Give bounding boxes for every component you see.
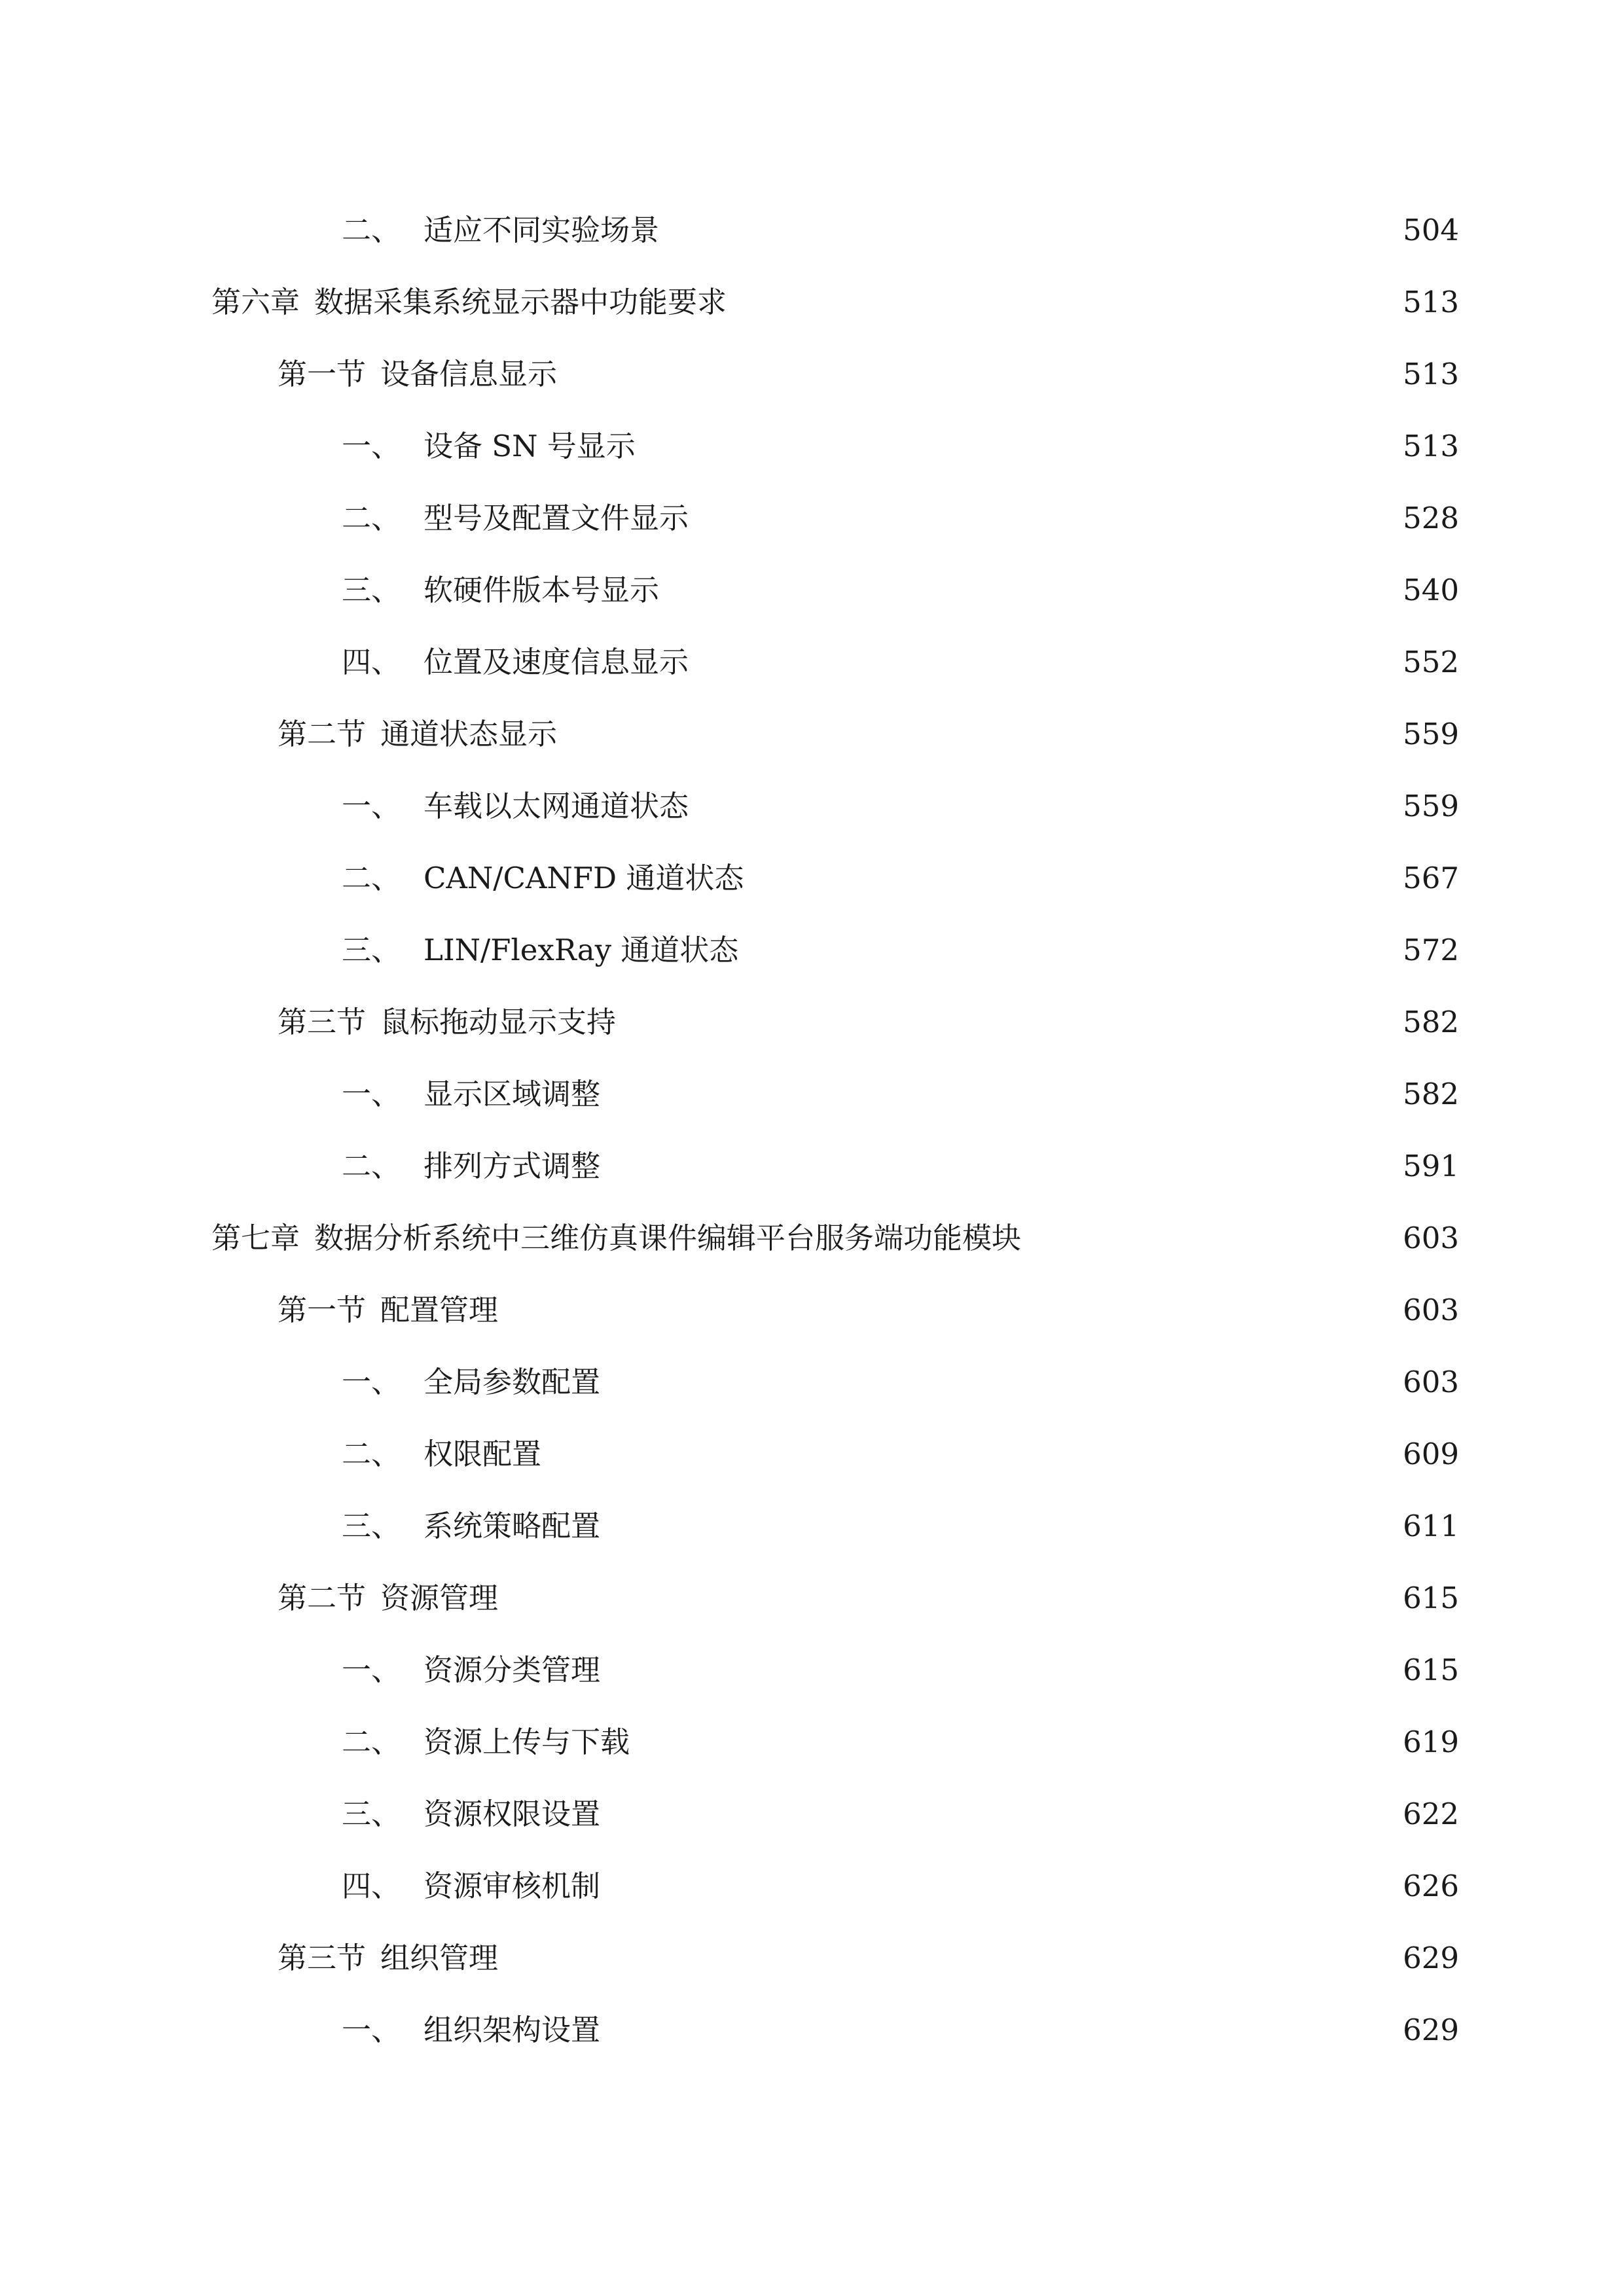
entry-page-number: 513 bbox=[1403, 285, 1459, 319]
entry-page-number: 603 bbox=[1403, 1293, 1459, 1327]
entry-page-number: 540 bbox=[1403, 573, 1459, 607]
entry-page-number: 629 bbox=[1403, 1941, 1459, 1975]
section-number: 第二节 bbox=[278, 1581, 367, 1615]
entry-title: 显示区域调整 bbox=[424, 1077, 601, 1111]
dot-leader bbox=[636, 1723, 1394, 1762]
entry-title: 资源管理 bbox=[380, 1581, 499, 1615]
toc-entry[interactable] bbox=[278, 983, 1459, 1042]
entry-number: 二、 bbox=[342, 1437, 401, 1471]
entry-number: 三、 bbox=[342, 573, 401, 607]
toc-entry[interactable] bbox=[342, 1703, 1459, 1762]
entry-number: 一、 bbox=[342, 789, 401, 823]
entry-number: 四、 bbox=[342, 645, 401, 679]
dot-leader bbox=[666, 211, 1394, 250]
entry-number: 一、 bbox=[342, 1365, 401, 1399]
entry-title: 设备信息显示 bbox=[380, 357, 558, 391]
dot-leader bbox=[564, 355, 1394, 394]
section-number: 第一节 bbox=[278, 357, 367, 391]
entry-number: 三、 bbox=[342, 1797, 401, 1831]
toc-entry[interactable] bbox=[278, 1559, 1459, 1618]
chapter-number: 第七章 bbox=[211, 1221, 300, 1255]
entry-title: 资源审核机制 bbox=[424, 1869, 601, 1903]
entry-page-number: 552 bbox=[1403, 645, 1459, 679]
entry-page-number: 622 bbox=[1403, 1797, 1459, 1831]
entry-page-number: 615 bbox=[1403, 1581, 1459, 1615]
toc-entry[interactable] bbox=[342, 1991, 1459, 2050]
section-number: 第三节 bbox=[278, 1005, 367, 1039]
toc-entry[interactable] bbox=[278, 335, 1459, 394]
entry-number: 二、 bbox=[342, 1149, 401, 1183]
toc-entry[interactable] bbox=[342, 1415, 1459, 1474]
dot-leader bbox=[607, 1867, 1394, 1906]
dot-leader bbox=[695, 787, 1394, 826]
toc-entry[interactable] bbox=[342, 911, 1459, 970]
dot-leader bbox=[564, 715, 1394, 754]
entry-title: 组织架构设置 bbox=[424, 2013, 601, 2047]
toc-entry[interactable] bbox=[342, 1055, 1459, 1114]
entry-page-number: 619 bbox=[1403, 1725, 1459, 1759]
dot-leader bbox=[607, 1507, 1394, 1546]
toc-entry[interactable] bbox=[342, 623, 1459, 682]
entry-title: 组织管理 bbox=[380, 1941, 499, 1975]
dot-leader bbox=[745, 931, 1394, 970]
entry-title: 资源分类管理 bbox=[424, 1653, 601, 1687]
toc-entry[interactable] bbox=[342, 1775, 1459, 1834]
entry-title: LIN/FlexRay 通道状态 bbox=[424, 933, 739, 967]
entry-title: 系统策略配置 bbox=[424, 1509, 601, 1543]
dot-leader bbox=[607, 1147, 1394, 1186]
entry-title: 设备 SN 号显示 bbox=[424, 429, 636, 463]
entry-page-number: 626 bbox=[1403, 1869, 1459, 1903]
entry-page-number: 615 bbox=[1403, 1653, 1459, 1687]
entry-number: 二、 bbox=[342, 213, 401, 247]
toc-entry[interactable] bbox=[342, 1847, 1459, 1906]
dot-leader bbox=[505, 1939, 1394, 1978]
section-number: 第三节 bbox=[278, 1941, 367, 1975]
section-number: 第二节 bbox=[278, 717, 367, 751]
toc-entry[interactable] bbox=[278, 695, 1459, 754]
entry-number: 三、 bbox=[342, 933, 401, 967]
toc-entry[interactable] bbox=[342, 1127, 1459, 1186]
entry-title: 数据采集系统显示器中功能要求 bbox=[314, 285, 727, 319]
entry-page-number: 582 bbox=[1403, 1077, 1459, 1111]
entry-title: 资源上传与下载 bbox=[424, 1725, 630, 1759]
entry-number: 三、 bbox=[342, 1509, 401, 1543]
toc-entry[interactable] bbox=[211, 1199, 1459, 1258]
entry-page-number: 559 bbox=[1403, 717, 1459, 751]
dot-leader bbox=[607, 1795, 1394, 1834]
entry-number: 一、 bbox=[342, 2013, 401, 2047]
dot-leader bbox=[607, 2011, 1394, 2050]
entry-title: 鼠标拖动显示支持 bbox=[380, 1005, 617, 1039]
dot-leader bbox=[1028, 1219, 1394, 1258]
entry-page-number: 611 bbox=[1403, 1509, 1459, 1543]
entry-title: 权限配置 bbox=[424, 1437, 542, 1471]
entry-page-number: 609 bbox=[1403, 1437, 1459, 1471]
entry-number: 二、 bbox=[342, 861, 401, 895]
entry-title: 型号及配置文件显示 bbox=[424, 501, 689, 535]
entry-number: 一、 bbox=[342, 1077, 401, 1111]
dot-leader bbox=[505, 1579, 1394, 1618]
dot-leader bbox=[642, 427, 1394, 466]
entry-title: CAN/CANFD 通道状态 bbox=[424, 861, 744, 895]
dot-leader bbox=[666, 571, 1394, 610]
chapter-number: 第六章 bbox=[211, 285, 300, 319]
toc-entry[interactable] bbox=[278, 1919, 1459, 1978]
entry-page-number: 513 bbox=[1403, 429, 1459, 463]
toc-entry[interactable] bbox=[342, 767, 1459, 826]
entry-title: 排列方式调整 bbox=[424, 1149, 601, 1183]
dot-leader bbox=[607, 1651, 1394, 1690]
toc-entry[interactable] bbox=[278, 1271, 1459, 1330]
entry-number: 一、 bbox=[342, 429, 401, 463]
dot-leader bbox=[548, 1435, 1394, 1474]
dot-leader bbox=[505, 1291, 1394, 1330]
dot-leader bbox=[623, 1003, 1394, 1042]
section-number: 第一节 bbox=[278, 1293, 367, 1327]
entry-title: 软硬件版本号显示 bbox=[424, 573, 660, 607]
entry-page-number: 528 bbox=[1403, 501, 1459, 535]
toc-entry[interactable] bbox=[342, 551, 1459, 610]
entry-number: 二、 bbox=[342, 501, 401, 535]
entry-title: 配置管理 bbox=[380, 1293, 499, 1327]
entry-title: 全局参数配置 bbox=[424, 1365, 601, 1399]
entry-title: 数据分析系统中三维仿真课件编辑平台服务端功能模块 bbox=[314, 1221, 1022, 1255]
entry-number: 二、 bbox=[342, 1725, 401, 1759]
entry-title: 通道状态显示 bbox=[380, 717, 558, 751]
entry-page-number: 504 bbox=[1403, 213, 1459, 247]
dot-leader bbox=[607, 1363, 1394, 1402]
toc-entry[interactable] bbox=[342, 1631, 1459, 1690]
entry-page-number: 582 bbox=[1403, 1005, 1459, 1039]
entry-page-number: 591 bbox=[1403, 1149, 1459, 1183]
toc-entry[interactable] bbox=[342, 191, 1459, 250]
toc-entry[interactable] bbox=[342, 479, 1459, 538]
entry-title: 适应不同实验场景 bbox=[424, 213, 660, 247]
entry-page-number: 559 bbox=[1403, 789, 1459, 823]
entry-number: 四、 bbox=[342, 1869, 401, 1903]
dot-leader bbox=[733, 283, 1394, 322]
entry-title: 车载以太网通道状态 bbox=[424, 789, 689, 823]
entry-page-number: 603 bbox=[1403, 1221, 1459, 1255]
dot-leader bbox=[750, 859, 1394, 898]
dot-leader bbox=[607, 1075, 1394, 1114]
toc-entry[interactable] bbox=[342, 839, 1459, 898]
entry-page-number: 603 bbox=[1403, 1365, 1459, 1399]
toc-entry[interactable] bbox=[211, 263, 1459, 322]
entry-title: 位置及速度信息显示 bbox=[424, 645, 689, 679]
entry-page-number: 513 bbox=[1403, 357, 1459, 391]
dot-leader bbox=[695, 499, 1394, 538]
entry-title: 资源权限设置 bbox=[424, 1797, 601, 1831]
entry-page-number: 567 bbox=[1403, 861, 1459, 895]
toc-entry[interactable] bbox=[342, 1343, 1459, 1402]
entry-page-number: 629 bbox=[1403, 2013, 1459, 2047]
entry-number: 一、 bbox=[342, 1653, 401, 1687]
toc-entry[interactable] bbox=[342, 1487, 1459, 1546]
entry-page-number: 572 bbox=[1403, 933, 1459, 967]
toc-entry[interactable] bbox=[342, 407, 1459, 466]
dot-leader bbox=[695, 643, 1394, 682]
